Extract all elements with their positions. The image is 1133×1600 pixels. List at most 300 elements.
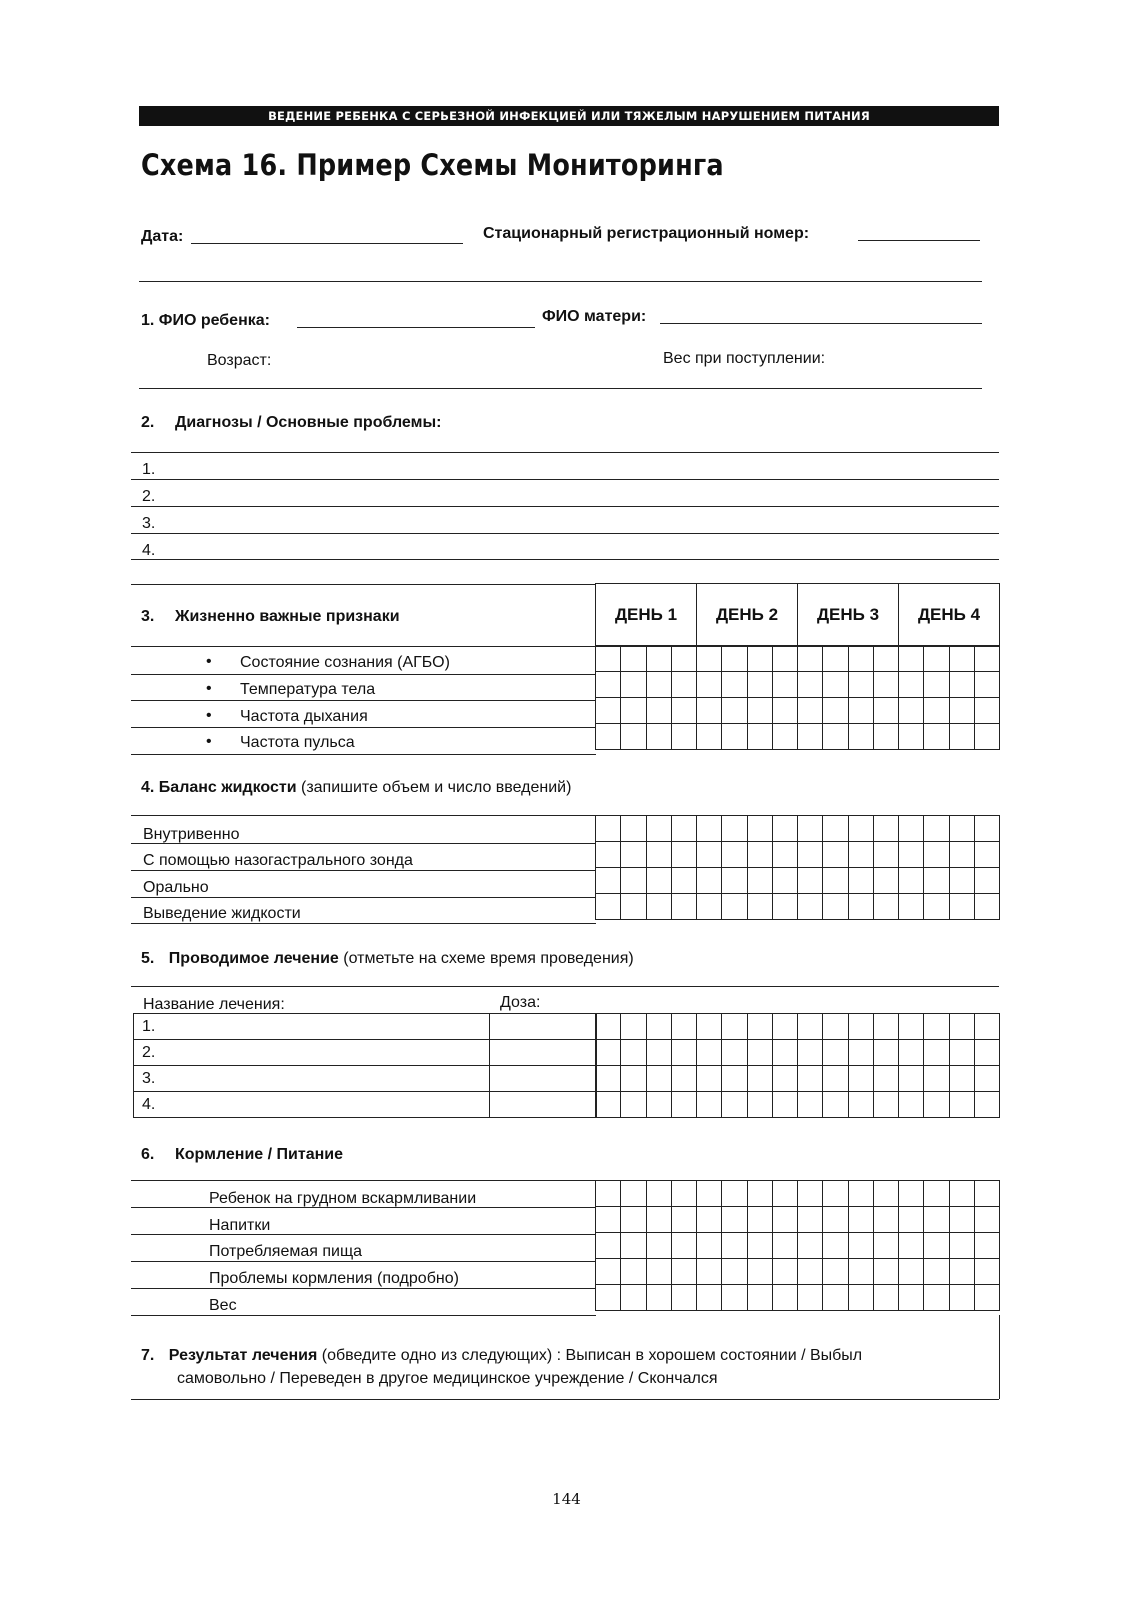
mother-name-field[interactable]	[660, 323, 982, 324]
grid-cell[interactable]	[671, 842, 696, 868]
grid-cell[interactable]	[747, 1014, 772, 1040]
divider	[131, 815, 596, 816]
grid-cell[interactable]	[924, 1207, 949, 1233]
grid-cell[interactable]	[671, 1092, 696, 1118]
grid-cell[interactable]	[621, 672, 646, 698]
grid-cell[interactable]	[924, 1259, 949, 1285]
vitals-grid[interactable]	[595, 645, 1000, 750]
grid-cell[interactable]	[924, 842, 949, 868]
grid-cell[interactable]	[974, 1092, 999, 1118]
grid-cell[interactable]	[924, 1040, 949, 1066]
grid-cell[interactable]	[596, 1259, 621, 1285]
grid-cell[interactable]	[949, 698, 974, 724]
grid-cell[interactable]	[899, 672, 924, 698]
grid-cell[interactable]	[596, 816, 621, 842]
grid-cell[interactable]	[798, 1014, 823, 1040]
grid-cell[interactable]	[823, 842, 848, 868]
grid-cell[interactable]	[747, 1285, 772, 1311]
grid-cell[interactable]	[924, 868, 949, 894]
grid-cell[interactable]	[949, 1092, 974, 1118]
grid-cell[interactable]	[697, 816, 722, 842]
grid-cell[interactable]	[621, 1285, 646, 1311]
grid-cell[interactable]	[671, 816, 696, 842]
grid-cell[interactable]	[873, 816, 898, 842]
grid-cell[interactable]	[873, 1285, 898, 1311]
grid-cell[interactable]	[772, 868, 797, 894]
grid-cell[interactable]	[747, 1233, 772, 1259]
grid-cell[interactable]	[621, 1092, 646, 1118]
grid-cell[interactable]	[798, 698, 823, 724]
grid-cell[interactable]	[697, 1092, 722, 1118]
grid-cell[interactable]	[646, 698, 671, 724]
grid-cell[interactable]	[848, 894, 873, 920]
grid-cell[interactable]	[772, 894, 797, 920]
grid-cell[interactable]	[747, 1259, 772, 1285]
grid-cell[interactable]	[722, 698, 747, 724]
grid-cell[interactable]	[621, 868, 646, 894]
grid-cell[interactable]	[873, 646, 898, 672]
grid-cell[interactable]	[646, 1233, 671, 1259]
grid-cell[interactable]	[823, 1207, 848, 1233]
grid-cell[interactable]	[621, 1259, 646, 1285]
grid-cell[interactable]	[823, 672, 848, 698]
grid-cell[interactable]	[949, 1014, 974, 1040]
grid-cell[interactable]	[772, 724, 797, 750]
reg-number-field[interactable]	[858, 240, 980, 241]
grid-cell[interactable]	[596, 1014, 621, 1040]
grid-cell[interactable]	[974, 894, 999, 920]
grid-cell[interactable]	[899, 868, 924, 894]
grid-cell[interactable]	[671, 1040, 696, 1066]
grid-cell[interactable]	[722, 646, 747, 672]
grid-cell[interactable]	[621, 1066, 646, 1092]
grid-cell[interactable]	[823, 1233, 848, 1259]
grid-cell[interactable]	[671, 1181, 696, 1207]
grid-cell[interactable]	[722, 1285, 747, 1311]
grid-cell[interactable]	[798, 1092, 823, 1118]
divider	[131, 1207, 596, 1208]
grid-cell[interactable]	[747, 1066, 772, 1092]
grid-cell[interactable]	[798, 672, 823, 698]
grid-cell[interactable]	[848, 1014, 873, 1040]
grid-cell[interactable]	[848, 1285, 873, 1311]
grid-cell[interactable]	[949, 1285, 974, 1311]
divider	[139, 281, 982, 282]
diagnosis-line[interactable]	[131, 479, 999, 480]
grid-cell[interactable]	[798, 842, 823, 868]
grid-cell[interactable]	[747, 842, 772, 868]
grid-cell[interactable]	[772, 1092, 797, 1118]
grid-cell[interactable]	[798, 1066, 823, 1092]
grid-cell[interactable]	[848, 1181, 873, 1207]
grid-cell[interactable]	[873, 1066, 898, 1092]
grid-cell[interactable]	[949, 894, 974, 920]
fluid-grid[interactable]	[595, 815, 1000, 920]
grid-cell[interactable]	[848, 816, 873, 842]
grid-cell[interactable]	[873, 724, 898, 750]
child-name-label: 1. ФИО ребенка:	[141, 312, 270, 329]
grid-cell[interactable]	[899, 698, 924, 724]
grid-cell[interactable]	[697, 868, 722, 894]
grid-cell[interactable]	[671, 1207, 696, 1233]
grid-cell[interactable]	[873, 672, 898, 698]
grid-cell[interactable]	[671, 1066, 696, 1092]
grid-cell[interactable]	[646, 724, 671, 750]
grid-cell[interactable]	[949, 1233, 974, 1259]
grid-cell[interactable]	[899, 1014, 924, 1040]
grid-cell[interactable]	[596, 1040, 621, 1066]
grid-cell[interactable]	[899, 1285, 924, 1311]
grid-cell[interactable]	[697, 672, 722, 698]
grid-cell[interactable]	[596, 672, 621, 698]
grid-cell[interactable]	[924, 1233, 949, 1259]
grid-cell[interactable]	[974, 698, 999, 724]
grid-cell[interactable]	[899, 1092, 924, 1118]
grid-cell[interactable]	[621, 1181, 646, 1207]
grid-cell[interactable]	[722, 816, 747, 842]
grid-cell[interactable]	[722, 1233, 747, 1259]
grid-cell[interactable]	[621, 1040, 646, 1066]
grid-cell[interactable]	[924, 672, 949, 698]
grid-cell[interactable]	[646, 1066, 671, 1092]
grid-cell[interactable]	[772, 672, 797, 698]
grid-cell[interactable]	[924, 698, 949, 724]
grid-cell[interactable]	[974, 868, 999, 894]
grid-cell[interactable]	[747, 698, 772, 724]
grid-cell[interactable]	[722, 1014, 747, 1040]
dose-cell[interactable]	[490, 1092, 597, 1118]
grid-cell[interactable]	[974, 1259, 999, 1285]
grid-cell[interactable]	[747, 1181, 772, 1207]
grid-cell[interactable]	[596, 724, 621, 750]
grid-cell[interactable]	[671, 1014, 696, 1040]
dose-cell[interactable]	[490, 1040, 597, 1066]
child-name-field[interactable]	[297, 327, 535, 328]
vital-item: Состояние сознания (АГБО)	[240, 654, 450, 671]
grid-cell[interactable]	[899, 1066, 924, 1092]
grid-cell[interactable]	[697, 1207, 722, 1233]
grid-cell[interactable]	[671, 672, 696, 698]
grid-cell[interactable]	[697, 1014, 722, 1040]
grid-cell[interactable]	[646, 842, 671, 868]
grid-cell[interactable]	[697, 646, 722, 672]
grid-cell[interactable]	[974, 1040, 999, 1066]
date-field[interactable]	[191, 243, 463, 244]
treatment-grid[interactable]	[595, 1013, 1000, 1118]
grid-cell[interactable]	[646, 1092, 671, 1118]
grid-cell[interactable]	[873, 1092, 898, 1118]
grid-cell[interactable]	[772, 1014, 797, 1040]
grid-cell[interactable]	[848, 724, 873, 750]
diagnosis-line[interactable]	[131, 559, 999, 560]
grid-cell[interactable]	[823, 1259, 848, 1285]
grid-cell[interactable]	[798, 1259, 823, 1285]
grid-cell[interactable]	[747, 868, 772, 894]
grid-cell[interactable]	[747, 646, 772, 672]
grid-cell[interactable]	[823, 816, 848, 842]
grid-cell[interactable]	[596, 646, 621, 672]
grid-cell[interactable]	[823, 1040, 848, 1066]
grid-cell[interactable]	[974, 816, 999, 842]
grid-cell[interactable]	[646, 1207, 671, 1233]
grid-cell[interactable]	[823, 724, 848, 750]
grid-cell[interactable]	[949, 724, 974, 750]
grid-cell[interactable]	[621, 1233, 646, 1259]
grid-cell[interactable]	[621, 724, 646, 750]
grid-cell[interactable]	[722, 1259, 747, 1285]
grid-cell[interactable]	[798, 1233, 823, 1259]
grid-cell[interactable]	[671, 868, 696, 894]
grid-cell[interactable]	[621, 894, 646, 920]
dose-cell[interactable]	[490, 1066, 597, 1092]
grid-cell[interactable]	[697, 1233, 722, 1259]
treatment-name-table[interactable]	[133, 1013, 597, 1118]
grid-cell[interactable]	[798, 868, 823, 894]
grid-cell[interactable]	[621, 816, 646, 842]
grid-cell[interactable]	[697, 1259, 722, 1285]
grid-cell[interactable]	[671, 1233, 696, 1259]
grid-cell[interactable]	[949, 1040, 974, 1066]
grid-cell[interactable]	[646, 816, 671, 842]
grid-cell[interactable]	[772, 1066, 797, 1092]
divider	[131, 986, 999, 987]
grid-cell[interactable]	[848, 842, 873, 868]
grid-cell[interactable]	[974, 1014, 999, 1040]
grid-cell[interactable]	[823, 1066, 848, 1092]
grid-cell[interactable]	[873, 842, 898, 868]
grid-cell[interactable]	[974, 724, 999, 750]
grid-cell[interactable]	[747, 1040, 772, 1066]
grid-cell[interactable]	[697, 894, 722, 920]
diagnosis-line[interactable]	[131, 506, 999, 507]
grid-cell[interactable]	[621, 646, 646, 672]
grid-cell[interactable]	[772, 842, 797, 868]
grid-cell[interactable]	[899, 1233, 924, 1259]
grid-cell[interactable]	[671, 894, 696, 920]
grid-cell[interactable]	[899, 1181, 924, 1207]
grid-cell[interactable]	[772, 1040, 797, 1066]
grid-cell[interactable]	[596, 1066, 621, 1092]
grid-cell[interactable]	[899, 842, 924, 868]
grid-cell[interactable]	[722, 1066, 747, 1092]
grid-cell[interactable]	[798, 894, 823, 920]
grid-cell[interactable]	[798, 1040, 823, 1066]
dose-cell[interactable]	[490, 1014, 597, 1040]
grid-cell[interactable]	[722, 1092, 747, 1118]
grid-cell[interactable]	[671, 724, 696, 750]
grid-cell[interactable]	[873, 1233, 898, 1259]
grid-cell[interactable]	[596, 868, 621, 894]
grid-cell[interactable]	[772, 698, 797, 724]
grid-cell[interactable]	[924, 816, 949, 842]
fluid-item: Орально	[143, 879, 209, 896]
grid-cell[interactable]	[596, 842, 621, 868]
feeding-grid[interactable]	[595, 1180, 1000, 1311]
grid-cell[interactable]	[899, 1259, 924, 1285]
grid-cell[interactable]	[747, 816, 772, 842]
grid-cell[interactable]	[848, 868, 873, 894]
grid-cell[interactable]	[646, 1014, 671, 1040]
grid-cell[interactable]	[949, 646, 974, 672]
outcome-heading-bold: Результат лечения	[168, 1347, 318, 1364]
grid-cell[interactable]	[974, 672, 999, 698]
grid-cell[interactable]	[924, 1092, 949, 1118]
treatment-name-label: Название лечения:	[143, 996, 285, 1013]
grid-cell[interactable]	[671, 1285, 696, 1311]
grid-cell[interactable]	[974, 1285, 999, 1311]
grid-cell[interactable]	[697, 1040, 722, 1066]
grid-cell[interactable]	[722, 1207, 747, 1233]
grid-cell[interactable]	[974, 1181, 999, 1207]
grid-cell[interactable]	[848, 1040, 873, 1066]
grid-cell[interactable]	[949, 842, 974, 868]
grid-cell[interactable]	[924, 1181, 949, 1207]
grid-cell[interactable]	[873, 1181, 898, 1207]
grid-cell[interactable]	[924, 724, 949, 750]
grid-cell[interactable]	[899, 1040, 924, 1066]
grid-cell[interactable]	[798, 1181, 823, 1207]
grid-cell[interactable]	[823, 1285, 848, 1311]
grid-cell[interactable]	[621, 842, 646, 868]
grid-cell[interactable]	[899, 894, 924, 920]
grid-cell[interactable]	[848, 672, 873, 698]
grid-cell[interactable]	[873, 1259, 898, 1285]
grid-cell[interactable]	[873, 868, 898, 894]
grid-cell[interactable]	[899, 646, 924, 672]
grid-cell[interactable]	[697, 724, 722, 750]
grid-cell[interactable]	[772, 646, 797, 672]
grid-cell[interactable]	[974, 1207, 999, 1233]
grid-cell[interactable]	[697, 842, 722, 868]
outcome-line-2: самовольно / Переведен в другое медицинское учреждение / Скончался	[177, 1370, 718, 1387]
grid-cell[interactable]	[924, 894, 949, 920]
grid-cell[interactable]	[823, 1092, 848, 1118]
grid-cell[interactable]	[873, 1040, 898, 1066]
grid-cell[interactable]	[974, 1066, 999, 1092]
grid-cell[interactable]	[798, 724, 823, 750]
grid-cell[interactable]	[621, 1207, 646, 1233]
grid-cell[interactable]	[899, 1207, 924, 1233]
grid-cell[interactable]	[798, 816, 823, 842]
grid-cell[interactable]	[646, 646, 671, 672]
grid-cell[interactable]	[798, 646, 823, 672]
grid-cell[interactable]	[949, 1259, 974, 1285]
grid-cell[interactable]	[671, 646, 696, 672]
grid-cell[interactable]	[596, 698, 621, 724]
grid-cell[interactable]	[924, 646, 949, 672]
grid-cell[interactable]	[949, 1207, 974, 1233]
grid-cell[interactable]	[621, 1014, 646, 1040]
grid-cell[interactable]	[646, 1181, 671, 1207]
grid-cell[interactable]	[596, 1181, 621, 1207]
grid-cell[interactable]	[798, 1207, 823, 1233]
grid-cell[interactable]	[924, 1014, 949, 1040]
grid-cell[interactable]	[646, 1285, 671, 1311]
grid-cell[interactable]	[949, 1181, 974, 1207]
grid-cell[interactable]	[949, 1066, 974, 1092]
grid-cell[interactable]	[798, 1285, 823, 1311]
grid-cell[interactable]	[949, 672, 974, 698]
grid-cell[interactable]	[747, 724, 772, 750]
grid-cell[interactable]	[823, 1181, 848, 1207]
grid-cell[interactable]	[646, 1040, 671, 1066]
grid-cell[interactable]	[722, 1040, 747, 1066]
grid-cell[interactable]	[697, 1066, 722, 1092]
grid-cell[interactable]	[722, 868, 747, 894]
day-header: ДЕНЬ 3	[798, 584, 899, 647]
grid-cell[interactable]	[848, 1259, 873, 1285]
grid-cell[interactable]	[722, 1181, 747, 1207]
grid-cell[interactable]	[848, 1066, 873, 1092]
grid-cell[interactable]	[848, 698, 873, 724]
grid-cell[interactable]	[722, 894, 747, 920]
grid-cell[interactable]	[772, 1285, 797, 1311]
grid-cell[interactable]	[873, 1014, 898, 1040]
grid-cell[interactable]	[974, 842, 999, 868]
grid-cell[interactable]	[848, 1233, 873, 1259]
grid-cell[interactable]	[823, 698, 848, 724]
grid-cell[interactable]	[823, 1014, 848, 1040]
grid-cell[interactable]	[974, 1233, 999, 1259]
grid-cell[interactable]	[671, 1259, 696, 1285]
grid-cell[interactable]	[747, 894, 772, 920]
grid-cell[interactable]	[596, 1285, 621, 1311]
grid-cell[interactable]	[848, 1092, 873, 1118]
grid-cell[interactable]	[722, 842, 747, 868]
grid-cell[interactable]	[621, 698, 646, 724]
grid-cell[interactable]	[596, 894, 621, 920]
grid-cell[interactable]	[722, 724, 747, 750]
grid-cell[interactable]	[697, 698, 722, 724]
grid-cell[interactable]	[722, 672, 747, 698]
grid-cell[interactable]	[772, 1259, 797, 1285]
grid-cell[interactable]	[596, 1207, 621, 1233]
grid-cell[interactable]	[646, 1259, 671, 1285]
grid-cell[interactable]	[646, 868, 671, 894]
grid-cell[interactable]	[772, 1181, 797, 1207]
grid-cell[interactable]	[924, 1066, 949, 1092]
grid-cell[interactable]	[823, 868, 848, 894]
grid-cell[interactable]	[924, 1285, 949, 1311]
grid-cell[interactable]	[772, 1233, 797, 1259]
grid-cell[interactable]	[596, 1092, 621, 1118]
grid-cell[interactable]	[949, 868, 974, 894]
grid-cell[interactable]	[873, 894, 898, 920]
grid-cell[interactable]	[697, 1181, 722, 1207]
grid-cell[interactable]	[974, 646, 999, 672]
grid-cell[interactable]	[848, 646, 873, 672]
grid-cell[interactable]	[899, 724, 924, 750]
grid-cell[interactable]	[772, 1207, 797, 1233]
grid-cell[interactable]	[899, 816, 924, 842]
grid-cell[interactable]	[823, 646, 848, 672]
grid-cell[interactable]	[949, 816, 974, 842]
grid-cell[interactable]	[873, 698, 898, 724]
diagnosis-line[interactable]	[131, 533, 999, 534]
grid-cell[interactable]	[646, 672, 671, 698]
grid-cell[interactable]	[697, 1285, 722, 1311]
grid-cell[interactable]	[747, 1207, 772, 1233]
grid-cell[interactable]	[671, 698, 696, 724]
grid-cell[interactable]	[772, 816, 797, 842]
grid-cell[interactable]	[823, 894, 848, 920]
grid-cell[interactable]	[646, 894, 671, 920]
grid-cell[interactable]	[873, 1207, 898, 1233]
grid-cell[interactable]	[596, 1233, 621, 1259]
grid-cell[interactable]	[848, 1207, 873, 1233]
grid-cell[interactable]	[747, 1092, 772, 1118]
grid-cell[interactable]	[747, 672, 772, 698]
